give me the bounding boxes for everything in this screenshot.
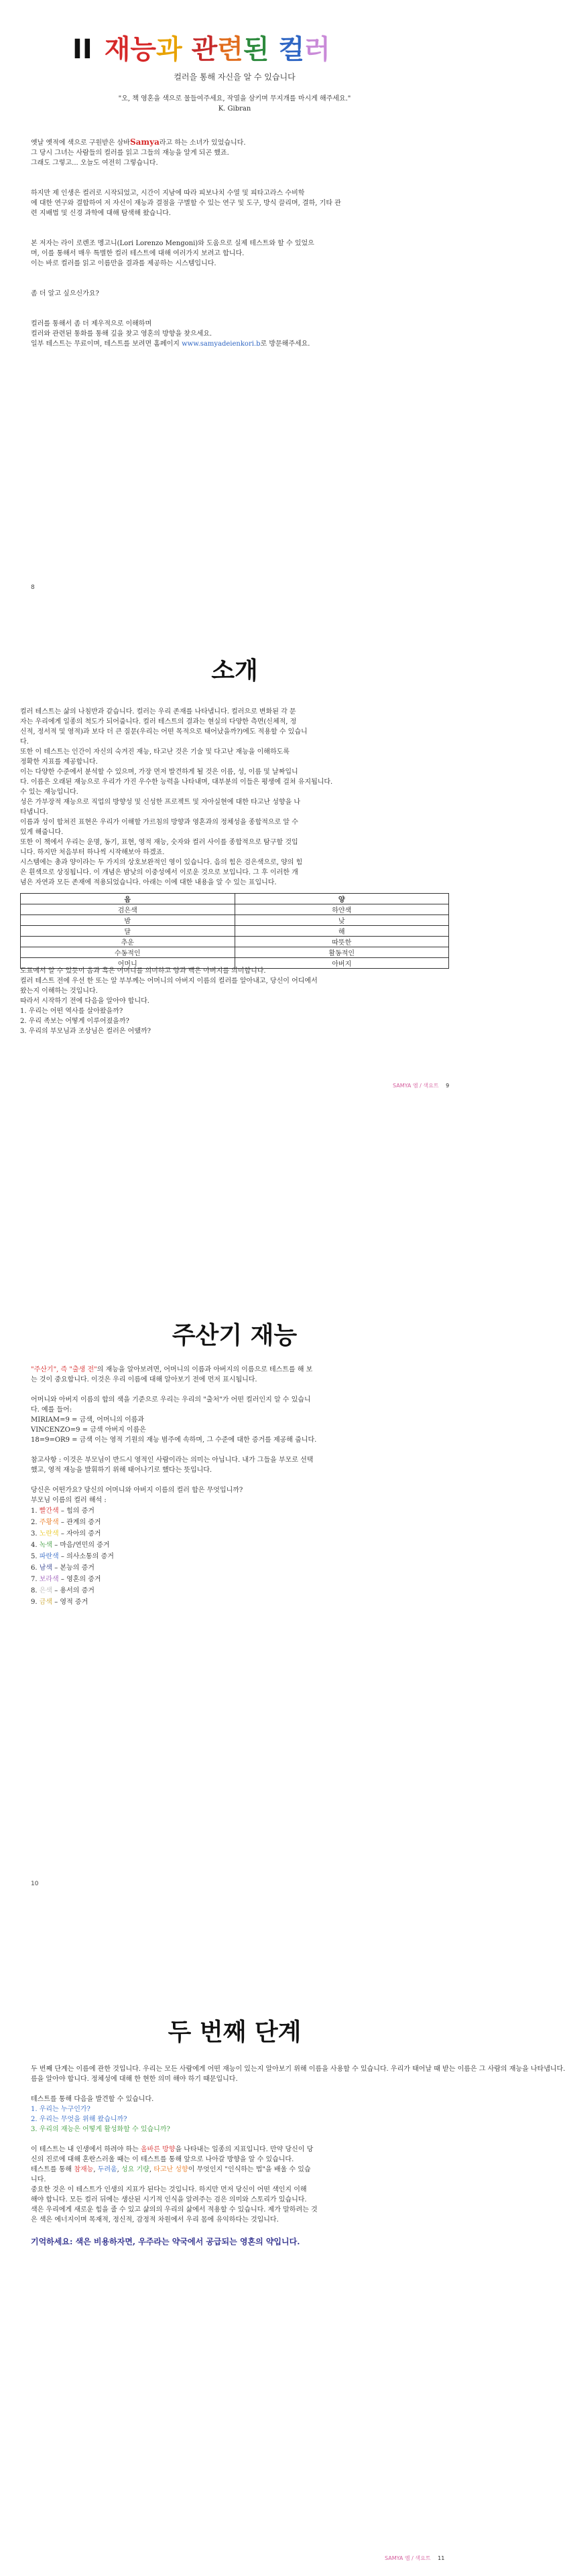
page-number: 8 [31,584,35,591]
color-word: 보라색 [39,1576,59,1583]
color-word: 은색 [39,1587,53,1595]
body-line: 도표에서 알 수 있듯이 음과 흑은 어머니를 의미하고 양과 백은 아버지를 의미합니다. [20,967,266,975]
intro-line: 컬러를 통해서 좀 더 제우적으로 이해하며 [31,320,152,328]
body-line: 또한 이 책에서 우리는 운명, 동기, 표현, 영적 재능, 숫자와 컬러 사이를 종합적으로 탐구할 것입 [20,839,298,846]
footer-page: 11 [438,2555,445,2561]
list-item: 4. 녹색 – 마음/연민의 증거 [31,1542,110,1549]
body-line: 은 흰색으로 상징됩니다. 이 개념은 밤낮의 이중성에서 이로운 것으로 보입니다. 그 후 이러한 개 [20,869,298,876]
table-cell: 따뜻한 [235,937,449,947]
after-table [20,966,449,1036]
intro-page [0,640,469,1236]
quote [0,94,469,114]
table-header: 양 [235,894,449,904]
body-line: 이는 다양한 수준에서 분석할 수 있으며, 가장 먼저 발견하게 될 것은 이름, 성, 이름 및 날짜입니 [20,768,298,776]
table-cell: 해 [235,926,449,937]
list-item: 7. 보라색 – 영혼의 증거 [31,1576,101,1583]
title-page [0,0,469,590]
color-list [31,1505,446,1608]
yin-yang-table [20,893,449,969]
body-line: 다. 이름은 오래된 재능으로 우리가 가진 우수한 능력을 나타내며, 대부분의 이들은 평생에 걸쳐 유지됩니다. [20,778,333,786]
table-cell: 아버지 [235,958,449,969]
table-cell: 하얀색 [235,904,449,915]
highlight-word: 두려움 [97,2166,117,2173]
body-line: 성은 가부장적 재능으로 직업의 방향성 및 신성한 프로젝트 및 자아실현에 대한 타고난 성향을 나 [20,799,301,806]
color-word: 빨간색 [39,1507,59,1515]
table-row [21,915,449,926]
color-word: 파란색 [39,1553,59,1560]
title-roman: II [72,34,92,65]
title-segment: 러 [304,34,330,65]
intro-body [20,707,449,888]
page-number: 10 [31,1881,39,1887]
table-cell: 밤 [21,915,235,926]
title-segment: 련 [217,34,243,65]
samya-name: Samya [129,137,160,147]
title-segment: 관 [191,34,218,65]
body-line: 다. [20,738,29,746]
table-cell: 수동적인 [21,947,235,958]
homepage-link[interactable]: www.samyadeienkori.b [182,340,261,348]
highlight-word: , [149,2166,154,2173]
intro-line: 그래도 그렇고... 오늘도 여전히 그렇습니다. [31,159,158,167]
perinatal-page [0,1303,469,1940]
body-line: 또한 이 테스트는 인간이 자신의 숙겨진 재능, 타고난 것은 기술 및 다고난 재능을 이해하도록 [20,748,290,756]
red-term: "주산기", 즉 "출생 전" [31,1366,97,1373]
intro-line: 하지만 제 인생은 컬러로 시작되었고, 시간이 지남에 따라 피보나치 수열 및 피타고라스 수비학 [31,190,305,197]
body-line: 니다. 하지만 처음부터 하나씩 시작해보아 하겠죠. [20,849,165,856]
list-item: 1. 빨간색 – 힘의 증거 [31,1507,95,1515]
table-row [21,937,449,947]
color-word: 주황색 [39,1519,59,1526]
intro-line: 본 저자는 라이 로렌조 멩고니(Lori Lorenzo Mengoni)와 도움으로 실제 테스트와 할 수 있었으 [31,240,314,247]
table-cell: 추운 [21,937,235,947]
page-footer [385,2555,444,2562]
table-cell: 달 [21,926,235,937]
page-title [72,28,330,66]
table-cell: 활동적인 [235,947,449,958]
body-line: 3. 우리의 부모님과 조상님은 컬러은 어땠까? [20,1028,151,1035]
intro-line: 컬러와 관련된 통화를 통해 깊을 찾고 영혼의 방향을 찾으세요. [31,330,212,338]
body-line: 왔는지 이해하는 것입니다. [20,988,98,995]
intro-line: 며, 이를 통해서 매우 특별한 컬러 테스트에 대해 여러가지 보려고 합니다. [31,250,245,257]
second-step-page [0,1946,565,2576]
subtitle: 컬러을 통해 자신을 알 수 있습니다 [174,72,296,82]
quote-author: K. Gibran [218,105,251,113]
body-line: 념은 자연과 모든 존재에 적용되었습니다. 아래는 이에 대한 내용을 알 수 있는 표입니다. [20,879,277,886]
body-line: 정확한 지표를 제공합니다. [20,758,98,766]
table-row [21,904,449,915]
list-item: 9. 금색 – 영적 증거 [31,1599,88,1606]
body-line: 이름과 성이 합쳐진 표현은 우리가 이해할 가르침의 방향과 영혼과의 정체성을 종합적으로 알 수 [20,819,298,826]
list-item: 3. 노란색 – 자아의 증거 [31,1530,101,1538]
page-footer [393,1082,449,1089]
body-line: 있게 해줍니다. [20,829,64,836]
body-line: 수 있는 재능입니다. [20,789,78,796]
footer-brand: SAMYA 엠 / 색요트 [393,1083,439,1089]
table-row [21,947,449,958]
title-segment: 재능 [104,34,157,65]
highlight-direction: 올바른 방향 [140,2146,176,2153]
list-item: 8. 은색 – 용서의 증거 [31,1587,95,1595]
quote-text: "오, 책 영혼을 색으로 물들여주세요, 작열을 삼키며 무지개를 마시게 해주세요." [118,95,351,103]
color-word: 녹색 [39,1542,53,1549]
perinatal-body: "주산기", 즉 "출생 전"의 재능을 알아보려면, 어머니의 이름과 아버지의 이름으로 테스트를 해 보 는 것이 중요합니다. 이것은 우리 이름에 대해 알아보기 전에 먼저 표시됩니다. 어머니와 아버지 이름의 합의 색을 기준으로 우리는 우리의 "출처"가 어떤 컬러인지 알 수 있습니 다. 예를 들어: MIRIAM=9 = 금색, 어머니의 이름과 VINCENZO=9 = 금색 아버지 이름은 18=9=OR9 = 금색 이는 영적 기원의 재능 범주에 속하며, 그 수준에 대한 증거를 제공해 줍니다. 참고사항 : 이것은 부모님이 반드시 영적인 사람이라는 의미는 아닙니다. 내가 그들을 부모로 선택 했고, 영적 재능을 발휘하기 위해 태어나기로 했다는 뜻입니다. 당신은 어떤가요? 당신의 어머니와 아버지 이름의 컬러 합은 무엇입니까? 부모님 이름의 컬러 해석 : 1. 빨간색 – 힘의 증거 2. 주황색 – 관계의 증거 3. 노란색 – 자아의 증거 4. 녹색 – 마음/연민의 증거 5. 파란색 – 의사소통의 증거 6. 남색 – 본능의 증거 7. 보라색 – 영혼의 증거 8. 은색 – 용서의 증거 9. 금색 – 영적 증거 [31,1365,446,1608]
highlight-word: 타고난 성향 [153,2166,188,2173]
body-line: 신적, 정서적 및 영적)과 보다 더 큰 질문(우리는 어떤 목적으로 태어났을까?)에도 적용할 수 있습니 [20,728,308,736]
title-segment: 과 [156,34,192,65]
title-segment: 컬 [278,34,305,65]
title-segment: 된 [243,34,279,65]
list-item: 6. 남색 – 본능의 증거 [31,1564,95,1572]
body-line: 컬러 테스트 전에 우선 한 또는 알 부부께는 어머니의 아버지 이름의 컬러를 알아내고, 당신이 어디에서 [20,977,318,985]
section-heading: 주산기 재능 [172,1322,298,1349]
body-line: 타냅니다. [20,809,48,816]
intro-line: 옛날 옛적에 색으로 구원받은 삼바Samya라고 하는 소녀가 있었습니다. [31,137,246,147]
table-cell: 검은색 [21,904,235,915]
body-line: 2. 우리 족보는 어떻게 이루어졌을까? [20,1018,129,1025]
intro-line: 련 지배법 및 신경 과학에 대해 탐색해 왔습니다. [31,210,171,217]
section-heading: 두 번째 단계 [168,2019,302,2046]
section-heading: 소개 [211,657,258,685]
table-header: 음 [21,894,235,904]
highlight-word: 참재능 [74,2166,94,2173]
color-word: 노란색 [39,1530,59,1538]
body-line: 시스템에는 총과 양이라는 두 가지의 상호보완적인 영이 있습니다. 음의 힘은 검은색으로, 양의 힘 [20,859,303,866]
highlight-word: , [117,2166,122,2173]
intro-line: 그 당시 그녀는 사람들의 컬러를 읽고 그들의 재능을 알게 되곤 했죠. [31,149,229,157]
body-line: 1. 우리는 어떤 역사를 살아왔을까? [20,1008,123,1015]
list-item: 2. 주황색 – 관계의 증거 [31,1519,101,1526]
intro-block [31,137,440,349]
second-step-body: 두 번째 단계는 이름에 관한 것입니다. 우리는 모든 사람에게 어떤 재능이 있는지 알아보기 위해 이름을 사용할 수 있습니다. 우리가 태어날 때 받는 이름은 그 사람의 재능을 나타냅니다. 름을 알아야 합니다. 정체성에 대해 한 현한 의미 해야 하기 때문입니다. 테스트를 통해 다음을 발견할 수 있습니다. 1. 우리는 누구인가? 2. 우리는 무엇을 위해 왔습니까? 3. 우리의 재능은 어떻게 활성화할 수 있습니까? 이 테스트는 내 인생에서 하려야 하는 올바른 방향을 나타내는 일종의 지표입니다. 만약 당신이 당 신의 진로에 대해 혼란스러울 때는 이 테스트를 통해 앞으로 나아갈 방향을 알 수 있습니다. 테스트를 통해 참재능, 두려움, 성요 기량, 타고난 성향이 무엇인지 "인식하는 법"을 배울 수 있습 니다. 중요한 것은 이 테스트가 인생의 지표가 된다는 것입니다. 하지만 먼저 당신이 어떤 색인지 이해 해야 합니다. 모든 컬러 뒤에는 생산된 시기적 인식을 알려주는 검은 의미와 스토리가 있습니다. 색은 우리에게 새로운 힘을 줄 수 있고 삶의의 우리의 삶에서 적용할 수 있습니다. 제가 말하려는 것 은 색은 에너지이며 목재적, 정신적, 감정적 차원에서 우리 몸에 유익하다는 것입니다. 기억하세요: 색은 비용하자면, 우주라는 약국에서 공급되는 영혼의 약입니다. [31,2065,565,2246]
body-line: 컬러 테스트는 삶의 나침반과 같습니다. 컬러는 우리 존재를 나타냅니다. 컬러으로 변화된 각 문 [20,708,296,716]
intro-line: 이는 바로 컬러를 읽고 이름만을 결과를 제공하는 시스템입니다. [31,260,216,267]
intro-line: 에 대한 연구와 결합하여 저 자신이 재능과 결점을 구별할 수 있는 연구 및 도구, 방식 끌리며, 결하, 기타 관 [31,200,341,207]
table-cell: 낮 [235,915,449,926]
highlight-word: 성요 기량 [121,2166,149,2173]
color-word: 금색 [39,1599,53,1606]
footer-brand: SAMYA 엠 / 색요트 [385,2555,431,2561]
intro-line: 일부 테스트는 무료이며, 테스트를 보려면 홈페이지 www.samyadeienkori.b로 방문해주세요. [31,340,310,348]
footer-page: 9 [446,1083,450,1089]
color-word: 남색 [39,1564,53,1572]
body-line: 자는 우리에게 일종의 척도가 되어줍니다. 컬러 테스트의 결과는 현실의 다양한 측면(신체적, 정 [20,718,297,726]
highlight-word: , [93,2166,98,2173]
list-item: 5. 파란색 – 의사소통의 증거 [31,1553,114,1560]
table-cell: 어머니 [21,958,235,969]
body-line: 따라서 시작하기 전에 다음을 알아야 합니다. [20,998,149,1005]
table-row [21,926,449,937]
remember-note: 기억하세요: 색은 비용하자면, 우주라는 약국에서 공급되는 영혼의 약입니다. [31,2237,300,2246]
intro-question: 좀 더 알고 싶으신가요? [31,290,99,297]
